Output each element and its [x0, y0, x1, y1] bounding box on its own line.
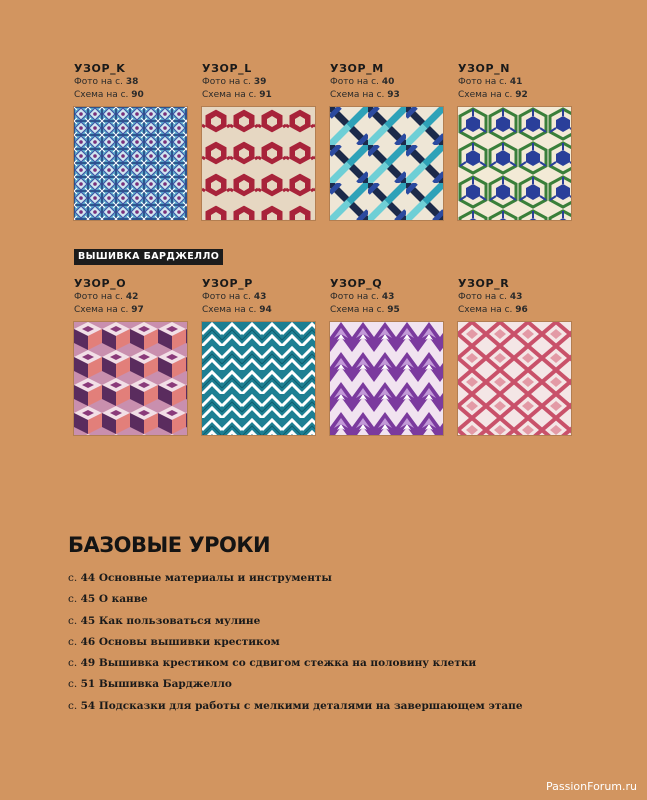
pattern-card-q[interactable] — [330, 277, 443, 317]
pattern-swatch-image[interactable] — [458, 322, 571, 435]
scheme-ref: Схема на с. 96 — [458, 305, 528, 315]
lesson-item[interactable]: с. 54 Подсказки для работы с мелкими деталями на завершающем этапе — [68, 699, 523, 712]
pattern-swatch-image[interactable] — [202, 107, 315, 220]
scheme-ref: Схема на с. 91 — [202, 90, 272, 100]
pattern-name: УЗОР_P — [202, 277, 253, 290]
pattern-swatch-image[interactable] — [458, 107, 571, 220]
scheme-ref: Схема на с. 93 — [330, 90, 400, 100]
pattern-name: УЗОР_O — [74, 277, 127, 290]
pattern-swatch-image[interactable] — [330, 107, 443, 220]
lesson-item[interactable]: с. 45 Как пользоваться мулине — [68, 614, 261, 627]
lessons-list — [68, 570, 588, 719]
photo-ref: Фото на с. 41 — [458, 77, 523, 87]
pattern-card-n[interactable] — [458, 62, 571, 102]
pattern-swatch-image[interactable] — [202, 322, 315, 435]
pattern-name: УЗОР_M — [330, 62, 384, 75]
pattern-card-k[interactable] — [74, 62, 187, 102]
pattern-name: УЗОР_R — [458, 277, 510, 290]
photo-ref: Фото на с. 43 — [330, 292, 395, 302]
lesson-item[interactable]: с. 46 Основы вышивки крестиком — [68, 635, 280, 648]
scheme-ref: Схема на с. 97 — [74, 305, 144, 315]
scheme-ref: Схема на с. 94 — [202, 305, 272, 315]
pattern-name: УЗОР_K — [74, 62, 126, 75]
photo-ref: Фото на с. 40 — [330, 77, 395, 87]
pattern-swatch-image[interactable] — [74, 107, 187, 220]
pattern-card-o[interactable] — [74, 277, 187, 317]
lessons-heading: БАЗОВЫЕ УРОКИ — [68, 533, 271, 557]
photo-ref: Фото на с. 42 — [74, 292, 139, 302]
scheme-ref: Схема на с. 92 — [458, 90, 528, 100]
lesson-item[interactable]: с. 51 Вышивка Барджелло — [68, 678, 232, 691]
pattern-swatch-image[interactable] — [330, 322, 443, 435]
photo-ref: Фото на с. 39 — [202, 77, 267, 87]
section-badge-bargello: ВЫШИВКА БАРДЖЕЛЛО — [74, 249, 223, 265]
photo-ref: Фото на с. 43 — [202, 292, 267, 302]
pattern-name: УЗОР_Q — [330, 277, 383, 290]
pattern-swatch-image[interactable] — [74, 322, 187, 435]
photo-ref: Фото на с. 38 — [74, 77, 139, 87]
scheme-ref: Схема на с. 95 — [330, 305, 400, 315]
pattern-card-r[interactable] — [458, 277, 571, 317]
lesson-item[interactable]: с. 44 Основные материалы и инструменты — [68, 572, 332, 584]
pattern-card-p[interactable] — [202, 277, 315, 317]
scheme-ref: Схема на с. 90 — [74, 90, 144, 100]
lesson-item[interactable]: с. 45 О канве — [68, 593, 148, 606]
photo-ref: Фото на с. 43 — [458, 292, 523, 302]
pattern-row-bottom — [74, 277, 574, 407]
pattern-name: УЗОР_N — [458, 62, 511, 75]
pattern-card-l[interactable] — [202, 62, 315, 102]
site-watermark: PassionForum.ru — [546, 780, 637, 793]
pattern-name: УЗОР_L — [202, 62, 252, 75]
pattern-row-top — [74, 62, 574, 192]
pattern-card-m[interactable] — [330, 62, 443, 102]
lesson-item[interactable]: с. 49 Вышивка крестиком со сдвигом стежка на половину клетки — [68, 657, 477, 670]
